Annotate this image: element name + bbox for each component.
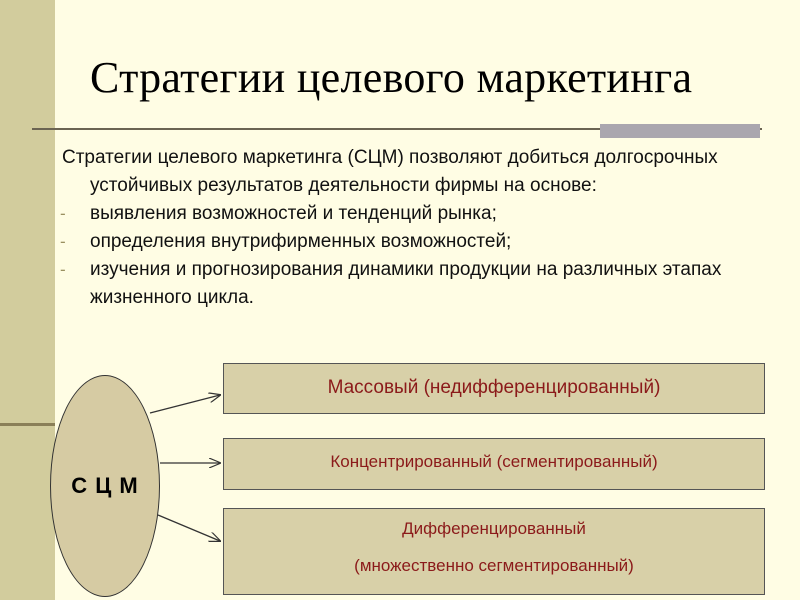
strategy-label: Концентрированный (сегментированный) — [330, 452, 658, 471]
slide-title: Стратегии целевого маркетинга — [90, 53, 693, 102]
bullet-text: определения внутрифирменных возможностей; — [90, 231, 512, 252]
strategy-box-concentrated — [223, 438, 765, 490]
strategy-label: Дифференцированный — [402, 519, 586, 538]
bullet-dash: - — [60, 232, 66, 251]
bullet-dash: - — [60, 260, 66, 279]
scm-ellipse — [50, 375, 160, 597]
strategy-box-differentiated — [223, 508, 765, 595]
scm-label: С Ц М — [71, 473, 139, 498]
strategy-label: Массовый (недифференцированный) — [327, 377, 661, 398]
arrow-to-differentiated — [158, 515, 220, 541]
bullet-text: изучения и прогнозирования динамики продукции на различных этапах жизненного цикла. — [90, 259, 722, 308]
strategy-sublabel: (множественно сегментированный) — [354, 556, 634, 575]
strategy-box-mass — [223, 363, 765, 414]
bullet-text: выявления возможностей и тенденций рынка; — [90, 203, 497, 224]
bullet-dash: - — [60, 204, 66, 223]
intro-paragraph: Стратегии целевого маркетинга (СЦМ) позволяют добиться долгосрочных устойчивых результатов деятельности фирмы на основе: — [62, 147, 718, 196]
arrow-to-mass — [150, 395, 220, 413]
